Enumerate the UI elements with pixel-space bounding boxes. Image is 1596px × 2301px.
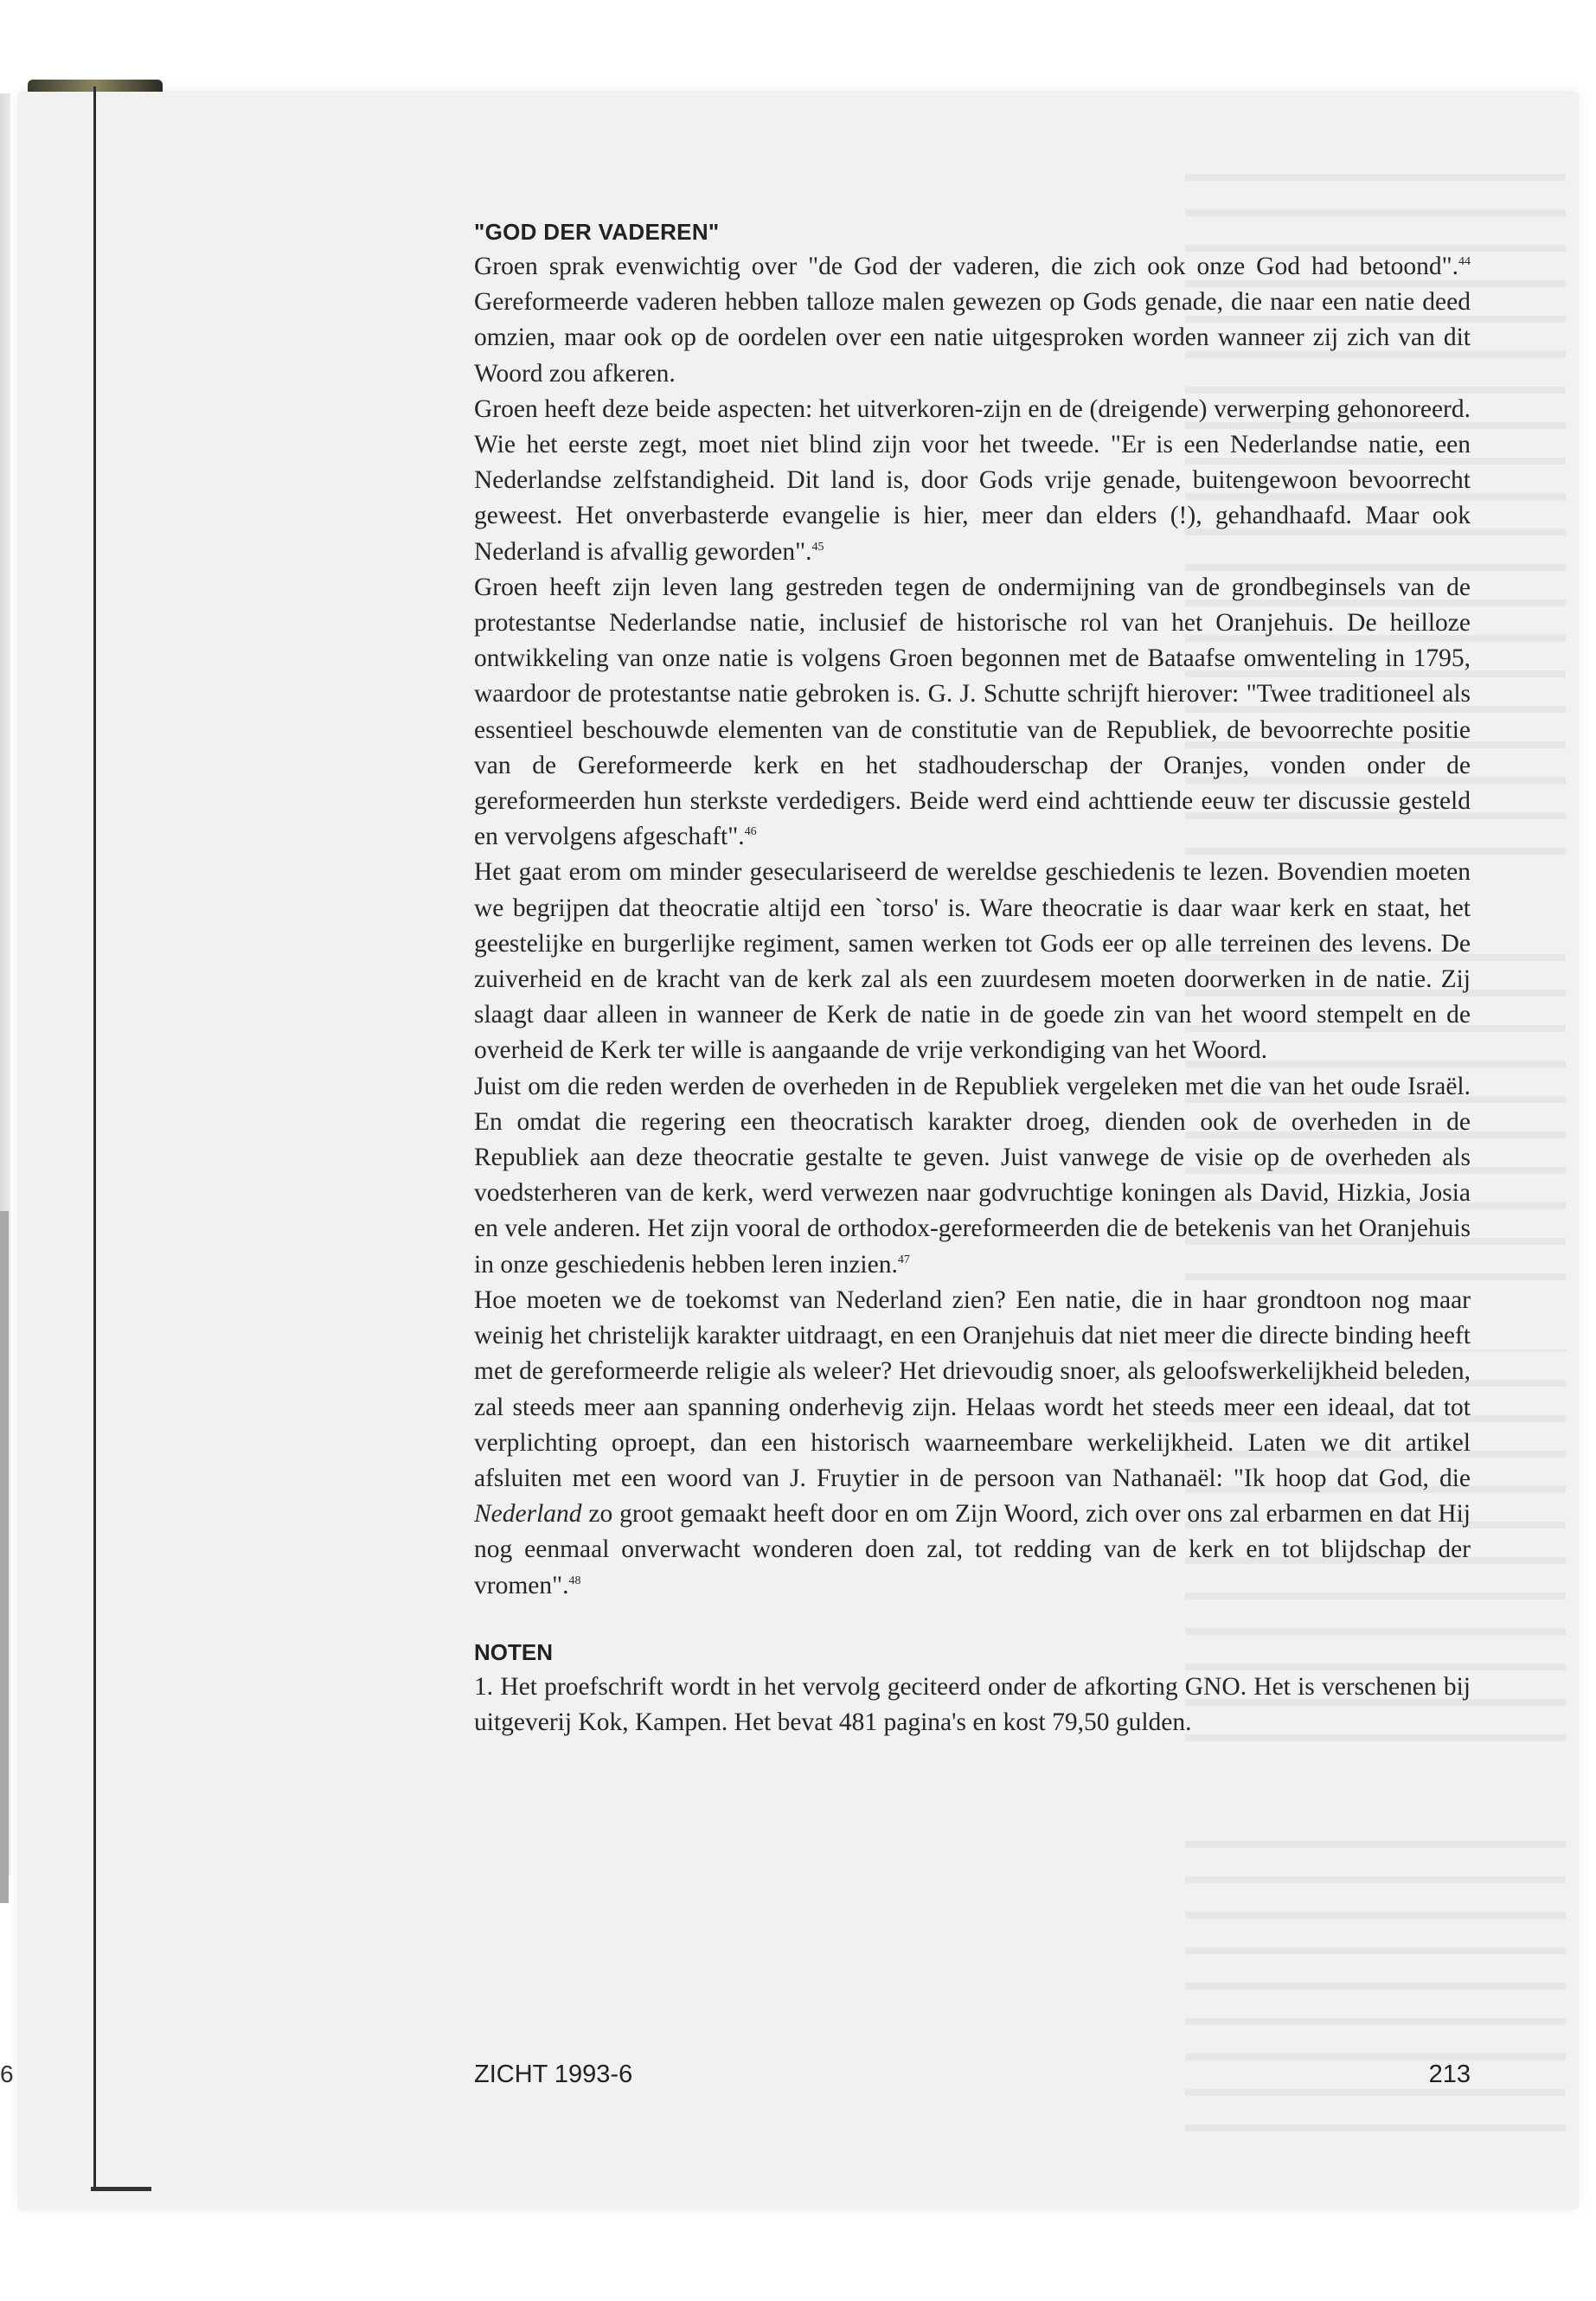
paragraph-3: Groen heeft zijn leven lang gestreden tegen de ondermijning van de grondbeginsels van de protestantse Nederlandse natie, inclusief de historische rol van het Oranjehuis. De heilloze ontwikkeling van onze natie is volgens Groen begonnen met de Bataafse omwenteling in 1795, waardoor de protestantse natie gebroken is. G. J. Schutte schrijft hierover: "Twee traditioneel als essentieel beschouwde elementen van de constitutie van de Republiek, de bevoorrechte positie van de Gereformeerde kerk en het stadhouderschap der Oranjes, vonden onder de gereformeerden hun sterkste verdedigers. Beide werd eind achttiende eeuw ter discussie gesteld en vervolgens afgeschaft".$^{46}$ (474, 573, 1471, 851)
book-binding-bottom (91, 2187, 151, 2191)
paragraph-6: Hoe moeten we de toekomst van Nederland zien? Een natie, die in haar grondtoon nog maar weinig het christelijk karakter uitdraagt, en een Oranjehuis dat niet meer die directe binding heeft met de gereformeerde religie als weleer? Het drievoudig snoer, als geloofswerkelijkheid beleden, zal steeds meer aan spanning onderhevig zijn. Helaas wordt het steeds meer een ideaal, dat tot verplichting oproept, dan een historisch waarneembare werkelijkheid. Laten we dit artikel afsluiten met een woord van J. Fruytier in de persoon van Nathanaël: "Ik hoop dat God, die Nederland zo groot gemaakt heeft door en om Zijn Woord, zich over ons zal erbarmen en dat Hij nog eenmaal onverwacht wonderen doen zal, tot redding van de kerk en tot blijdschap der vromen".$^{48}$ (474, 1285, 1471, 1599)
paragraph-5: Juist om die reden werden de overheden in de Republiek vergeleken met die van het oude Israël. En omdat die regering een theocratisch karakter droeg, dienden ook de overheden in de Republiek aan deze theocratie gestalte te geven. Juist vanwege de visie op de overheden als voedsterheren van de kerk, werd verwezen naar godvruchtige koningen als David, Hizkia, Josia en vele anderen. Het zijn vooral de orthodox-gereformeerden die de betekenis van het Oranjehuis in onze geschiedenis hebben leren inzien.$^{47}$ (474, 1072, 1471, 1279)
previous-page-number-fragment: 6 (0, 2061, 14, 2087)
footnote-ref: 44 (1458, 255, 1471, 269)
page-gutter-line (93, 87, 96, 2189)
footnote-ref: 46 (744, 825, 757, 839)
paragraph-4: Het gaat erom om minder geseculariseerd de wereldse geschiedenis te lezen. Bovendien moeten we begrijpen dat theocratie altijd een `torso' is. Ware theocratie is daar waar kerk en staat, het geestelijke en burgerlijke regiment, samen werken tot Gods eer op alle terreinen des levens. De zuiverheid en de kracht van de kerk zal als een zuurdesem moeten doorwerken in de natie. Zij slaagt daar alleen in wanneer de Kerk de natie in de goede zin van het woord stempelt en de overheid de Kerk ter wille is aangaande de vrije verkondiging van het Woord. (474, 858, 1471, 1065)
paragraph-2: Groen heeft deze beide aspecten: het uitverkoren-zijn en de (dreigende) verwerping gehonoreerd. Wie het eerste zegt, moet niet blind zijn voor het tweede. "Er is een Nederlandse natie, een Nederlandse zelfstandigheid. Dit land is, door Gods vrije genade, buitengewoon bevoorrecht geweest. Het onverbasterde evangelie is hier, meer dan elders (!), gehandhaafd. Maar ook Nederland is afvallig geworden".$^{45}$ (474, 394, 1471, 566)
article-body (474, 215, 1471, 1740)
paragraph-1: Groen sprak evenwichtig over "de God der vaderen, die zich ook onze God had betoond".$^{44}$ Gereformeerde vaderen hebben talloze malen gewezen op Gods genade, die naar een natie deed omzien, maar ook op de oordelen over een natie uitgesproken worden wanneer zij zich van dit Woord zou afkeren. (474, 253, 1471, 388)
page-number: 213 (1428, 2061, 1471, 2088)
notes-heading: NOTEN (474, 1638, 553, 1665)
footnote-ref: 45 (811, 540, 824, 554)
footnote-ref: 47 (897, 1253, 910, 1266)
book-spine-shadow (0, 1211, 9, 1903)
note-1: 1. Het proefschrift wordt in het vervolg geciteerd onder de afkorting GNO. Het is verschenen bij uitgeverij Kok, Kampen. Het bevat 481 pagina's en kost 79,50 gulden. (474, 1672, 1471, 1736)
footnote-ref: 48 (568, 1574, 581, 1587)
journal-footer: ZICHT 1993-6 (474, 2061, 633, 2088)
section-heading: "GOD DER VADEREN" (474, 219, 720, 245)
